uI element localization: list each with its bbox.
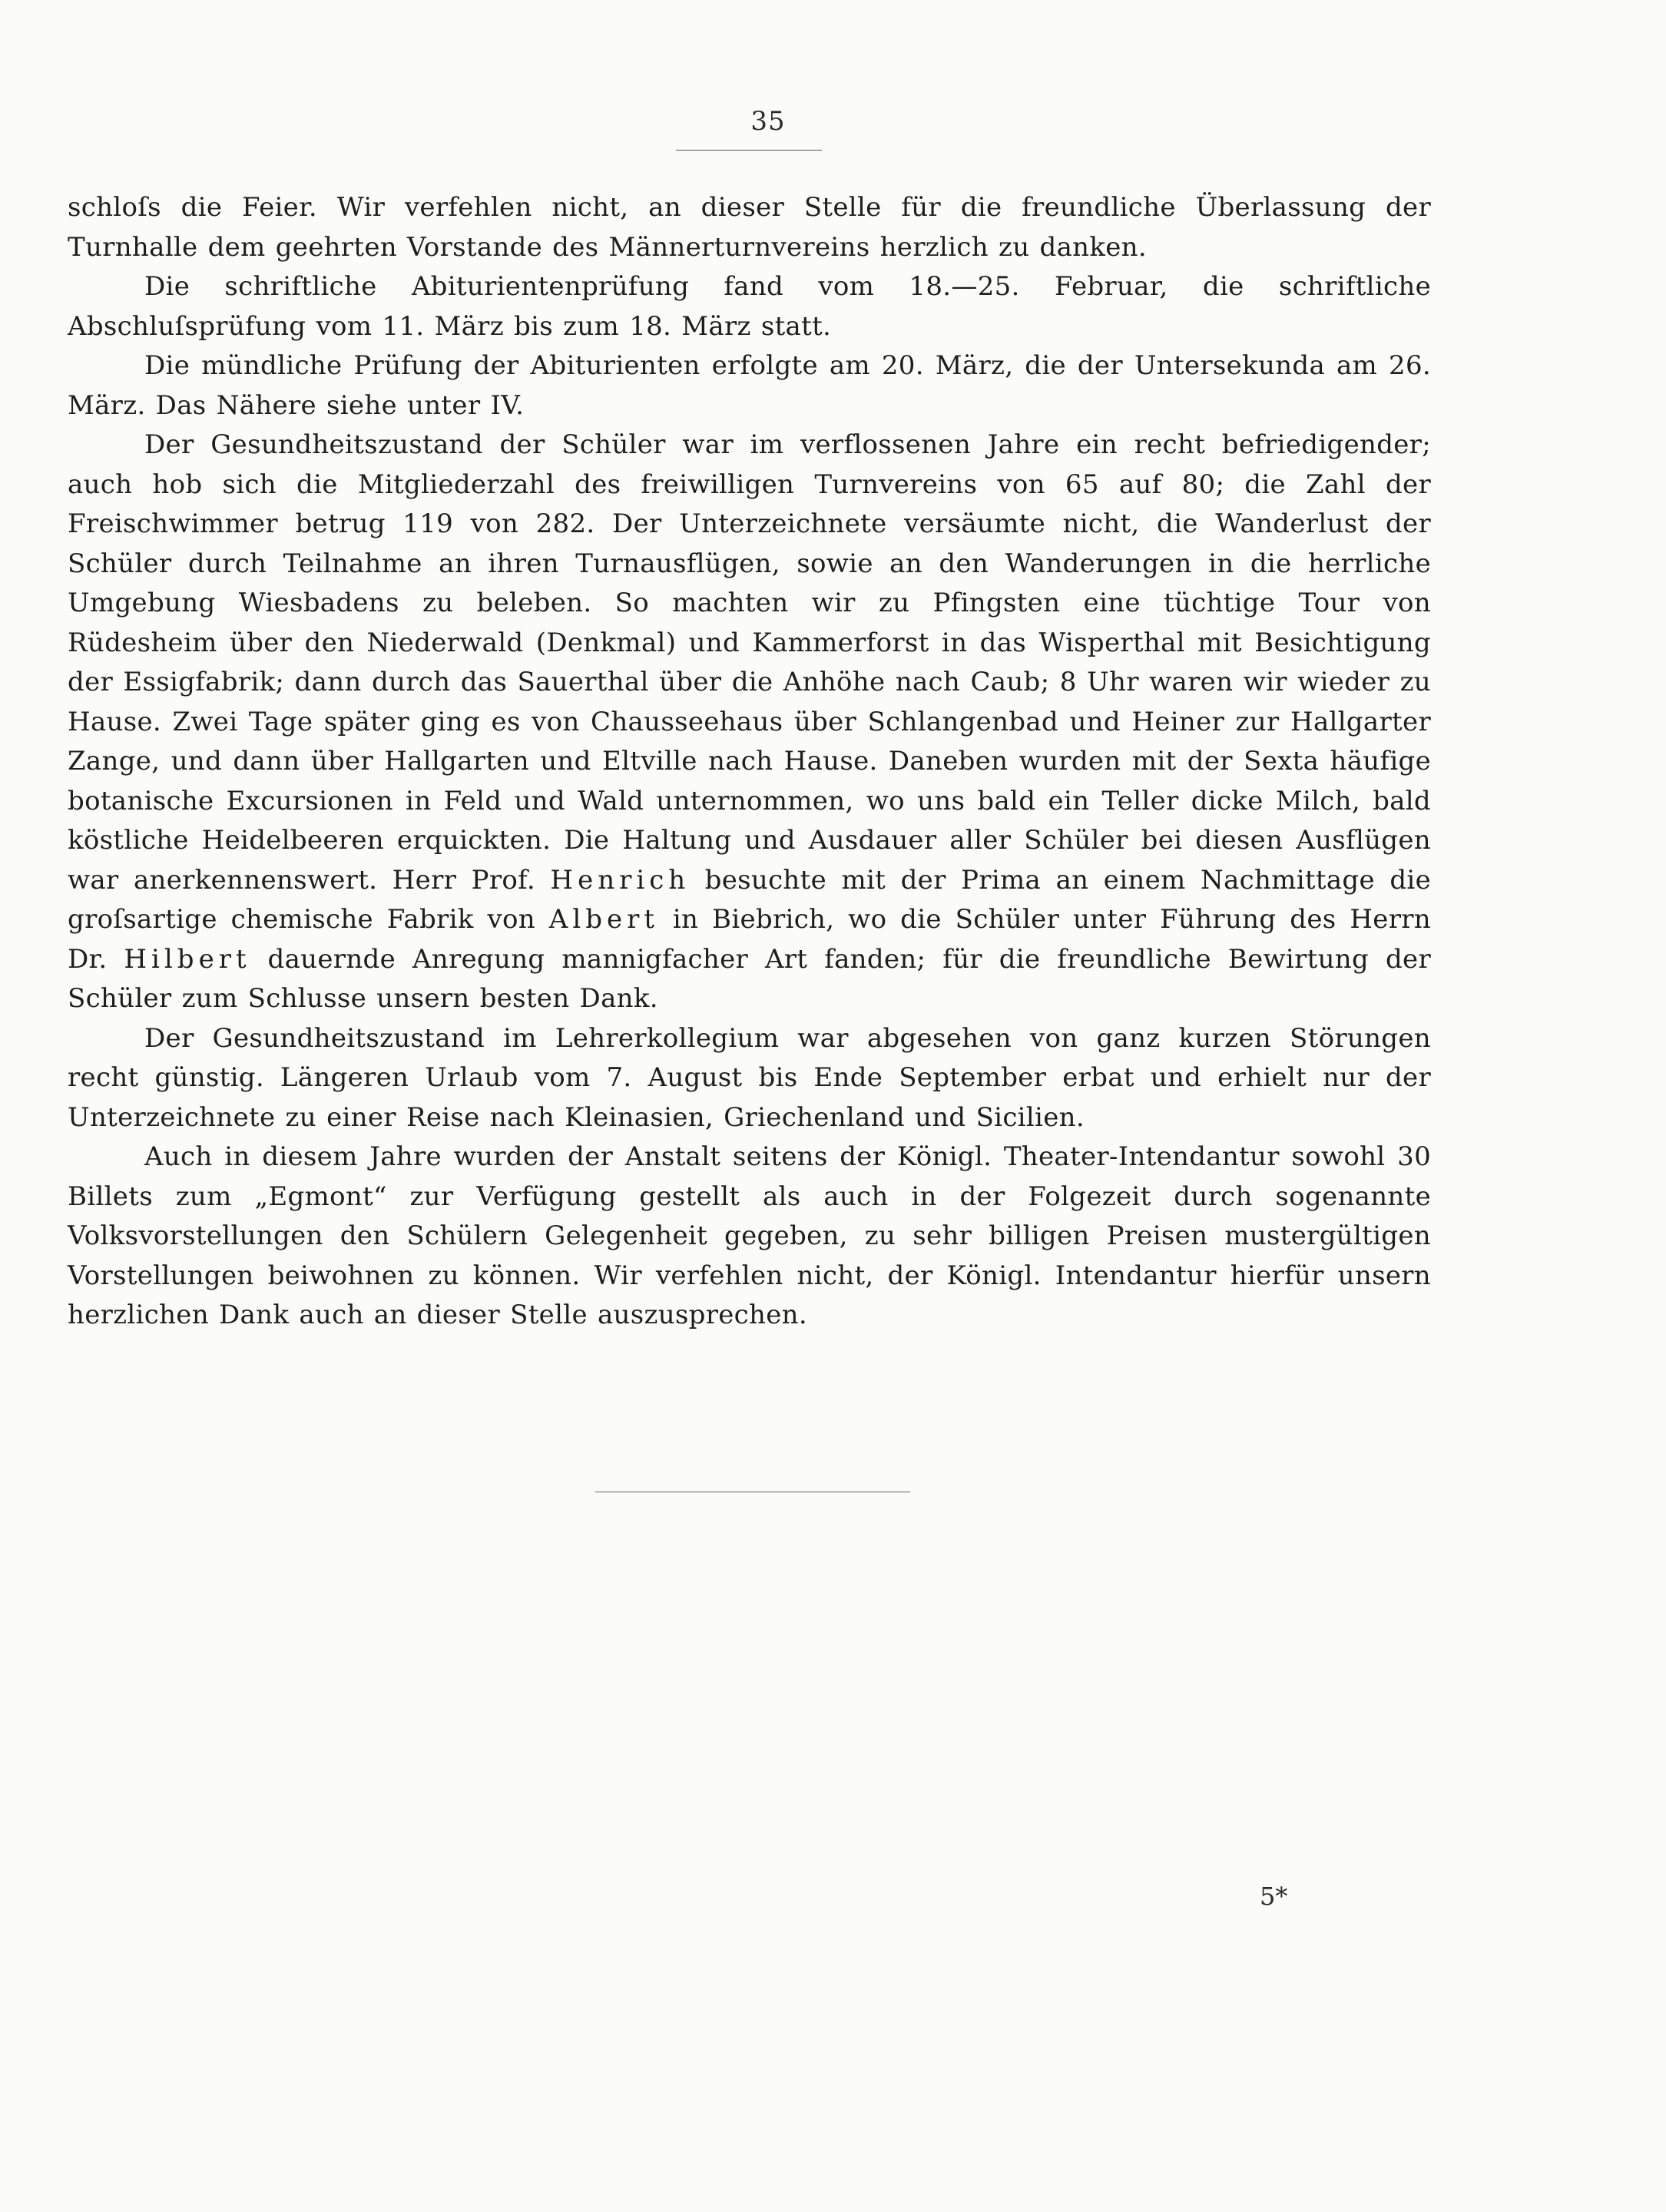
paragraph-text-part: besuchte mit der Prima an einem Nachmittage die groſsartige chemische Fabrik von — [68, 864, 1431, 935]
page-number: 35 — [750, 106, 786, 137]
paragraph-schriftliche-pruefung: Die schriftliche Abiturientenprüfung fand vom 18.—25. Februar, die schriftliche Abschluſsprüfung vom 11. März bis zum 18. März statt. — [68, 271, 1431, 342]
paragraph-gesundheit-lehrer: Der Gesundheitszustand im Lehrerkollegium war abgesehen von ganz kurzen Störungen recht günstig. Längeren Urlaub vom 7. August bis Ende September erbat und erhielt nur der Unterzeichnete zu einer Reise nach Kleinasien, Griechenland und Sicilien. — [68, 1022, 1431, 1133]
signature-mark: 5* — [1260, 1882, 1288, 1911]
paragraph-feier: schloſs die Feier. Wir verfehlen nicht, an dieser Stelle für die freundliche Überlassung der Turnhalle dem geehrten Vorstande des Männerturnvereins herzlich zu danken. — [68, 192, 1431, 263]
name-albert: Albert — [548, 904, 660, 935]
header-rule — [676, 150, 822, 151]
paragraph-text-part: dauernde Anregung mannigfacher Art fanden; für die freundliche Bewirtung der Schüler zum Schlusse unsern besten Dank. — [68, 943, 1432, 1014]
paragraph-text-part: in Biebrich, wo die Schüler unter Führung des Herrn Dr. — [68, 904, 1431, 975]
name-hilbert: Hilbert — [124, 943, 251, 975]
name-henrich: Henrich — [550, 864, 691, 896]
paragraph-theater: Auch in diesem Jahre wurden der Anstalt seitens der Königl. Theater-Intendantur sowohl 30 Billets zum „Egmont“ zur Verfügung gestellt als auch in der Folgezeit durch sogenannte Volksvorstellungen den Schülern Gelegenheit gegeben, zu sehr billigen Preisen mustergültigen Vorstellungen beiwohnen zu können. Wir verfehlen nicht, der Königl. Intendantur hierfür unsern herzlichen Dank auch an dieser Stelle auszusprechen. — [68, 1141, 1431, 1330]
paragraph-text-part: Der Gesundheitszustand der Schüler war im verflossenen Jahre ein recht befriedigender; auch hob sich die Mitgliederzahl des freiwilligen Turnvereins von 65 auf 80; die Zahl der Freischwimmer betrug 119 von 282. Der Unterzeichnete versäumte nicht, die Wanderlust der Schüler durch Teilnahme an ihren Turnausflügen, sowie an den Wanderungen in die herrliche Umgebung Wiesbadens zu beleben. So machten wir zu Pfingsten eine tüchtige Tour von Rüdesheim über den Niederwald (Denkmal) und Kammerforst in das Wisperthal mit Besichtigung der Essigfabrik; dann durch das Sauerthal über die Anhöhe nach Caub; 8 Uhr waren wir wieder zu Hause. Zwei Tage später ging es von Chausseehaus über Schlangenbad und Heiner zur Hallgarter Zange, und dann über Hallgarten und Eltville nach Hause. Daneben wurden mit der Sexta häufige botanische Excursionen in Feld und Wald unternommen, wo uns bald ein Teller dicke Milch, bald köstliche Heidelbeeren erquickten. Die Haltung und Ausdauer aller Schüler bei diesen Ausflügen war anerkennenswert. Herr Prof. — [68, 429, 1431, 896]
paragraph-muendliche-pruefung: Die mündliche Prüfung der Abiturienten erfolgte am 20. März, die der Untersekunda am 26. März. Das Nähere siehe unter IV. — [68, 350, 1431, 421]
paragraph-gesundheit-schueler — [68, 426, 1431, 1019]
body-text — [68, 188, 1431, 1336]
